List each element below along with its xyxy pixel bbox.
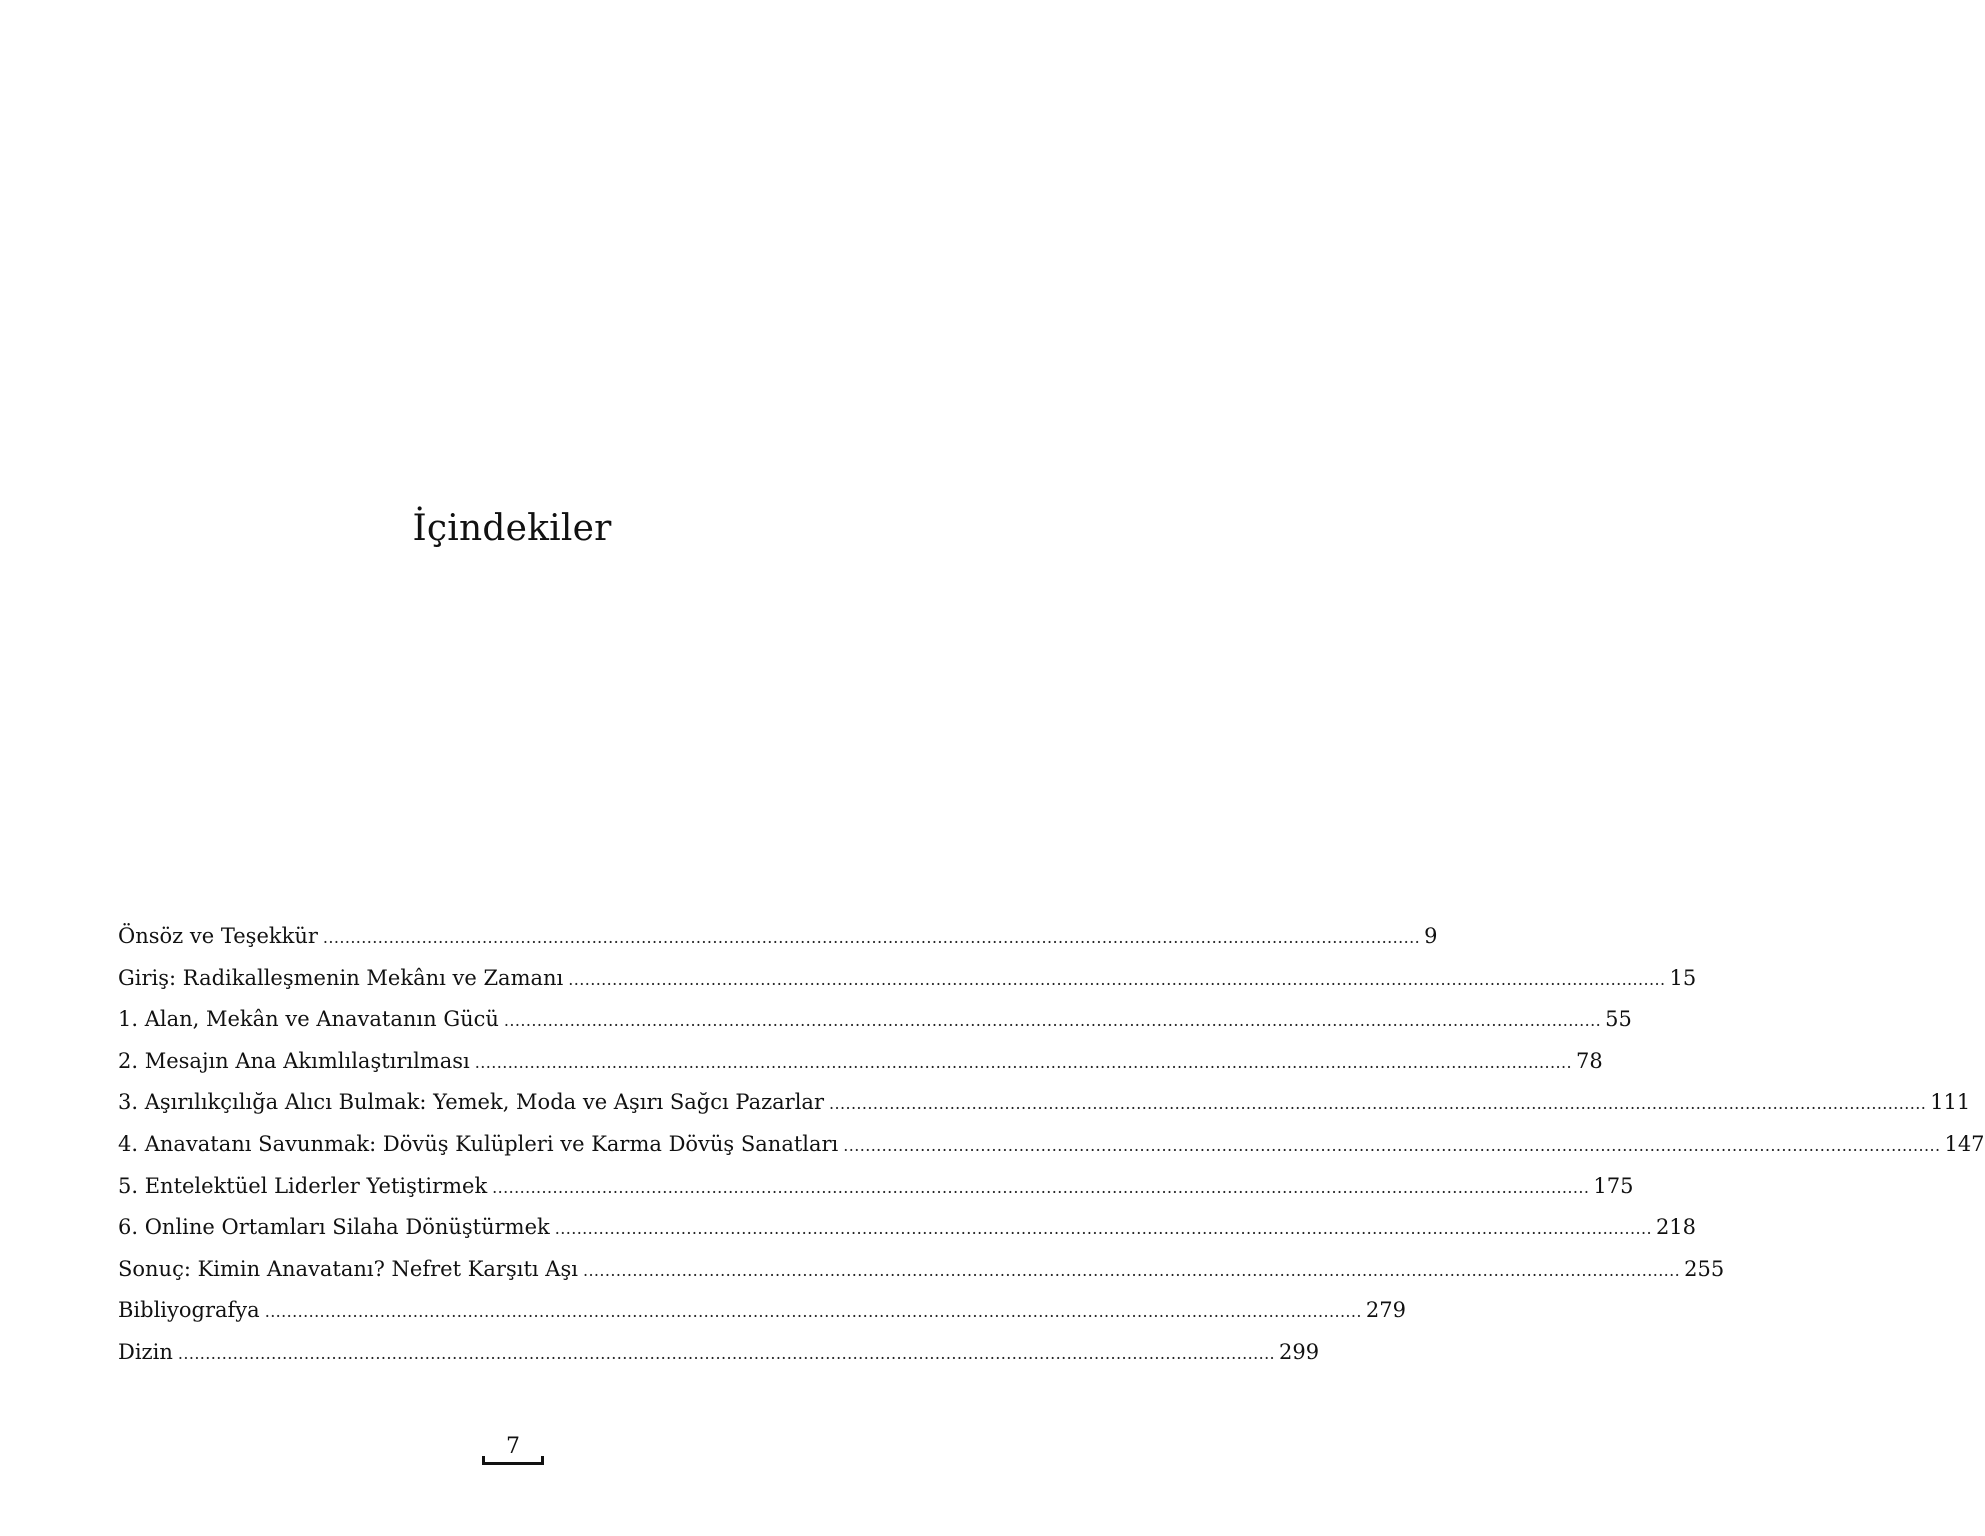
- toc-entry[interactable]: [118, 1332, 1320, 1374]
- toc-entry[interactable]: [118, 1290, 1406, 1332]
- toc-entry[interactable]: [118, 1249, 1725, 1291]
- page-title: İçindekiler: [412, 508, 612, 549]
- dot-leader: ........................................................................................................................................................................................................: [474, 1052, 1572, 1072]
- dot-leader: ........................................................................................................................................................................................................: [843, 1135, 1941, 1155]
- dot-leader: ........................................................................................................................................................................................................: [582, 1260, 1681, 1280]
- toc-entry-title: Giriş: Radikalleşmenin Mekânı ve Zamanı: [118, 965, 564, 990]
- toc-entry-title: 5. Entelektüel Liderler Yetiştirmek: [118, 1173, 488, 1198]
- toc-entry-title: 6. Online Ortamları Silaha Dönüştürmek: [118, 1215, 550, 1240]
- toc-entry-page: 299: [1279, 1339, 1320, 1364]
- toc-entry-title: Dizin: [118, 1339, 173, 1364]
- toc-entry-page: 111: [1930, 1090, 1971, 1115]
- toc-entry[interactable]: [118, 916, 1438, 958]
- toc-entry-title: 1. Alan, Mekân ve Anavatanın Gücü: [118, 1007, 499, 1032]
- toc-entry-page: 15: [1669, 965, 1697, 990]
- toc-entry-page: 279: [1365, 1298, 1406, 1323]
- table-of-contents: [118, 916, 1985, 1374]
- toc-entry-title: 3. Aşırılıkçılığa Alıcı Bulmak: Yemek, Moda ve Aşırı Sağcı Pazarlar: [118, 1090, 824, 1115]
- toc-entry-title: 4. Anavatanı Savunmak: Dövüş Kulüpleri ve Karma Dövüş Sanatları: [118, 1131, 839, 1156]
- toc-entry-page: 255: [1684, 1256, 1725, 1281]
- toc-entry-page: 78: [1575, 1048, 1603, 1073]
- dot-leader: ........................................................................................................................................................................................................: [829, 1094, 1927, 1114]
- toc-entry-page: 55: [1605, 1007, 1632, 1032]
- dot-leader: ........................................................................................................................................................................................................: [503, 1011, 1602, 1031]
- dot-leader: ........................................................................................................................................................................................................: [264, 1302, 1362, 1322]
- toc-entry[interactable]: [118, 1207, 1697, 1249]
- page-number: 7: [482, 1432, 544, 1465]
- dot-leader: ........................................................................................................................................................................................................: [554, 1219, 1652, 1239]
- toc-entry[interactable]: [118, 999, 1632, 1041]
- toc-entry[interactable]: [118, 1082, 1971, 1124]
- dot-leader: ........................................................................................................................................................................................................: [322, 928, 1421, 947]
- dot-leader: ........................................................................................................................................................................................................: [492, 1177, 1590, 1197]
- toc-entry-page: 147: [1944, 1131, 1985, 1156]
- dot-leader: ........................................................................................................................................................................................................: [568, 969, 1666, 989]
- toc-entry-title: 2. Mesajın Ana Akımlılaştırılması: [118, 1048, 470, 1073]
- toc-entry-title: Sonuç: Kimin Anavatanı? Nefret Karşıtı Aşı: [118, 1256, 578, 1281]
- toc-entry[interactable]: [118, 958, 1697, 1000]
- toc-entry-title: Bibliyografya: [118, 1298, 260, 1323]
- toc-entry[interactable]: [118, 1041, 1603, 1083]
- toc-entry[interactable]: [118, 1166, 1634, 1208]
- toc-entry-title: Önsöz ve Teşekkür: [118, 924, 318, 948]
- toc-entry[interactable]: [118, 1124, 1985, 1166]
- toc-entry-page: 9: [1424, 924, 1438, 948]
- toc-entry-page: 175: [1593, 1173, 1634, 1198]
- dot-leader: ........................................................................................................................................................................................................: [177, 1343, 1276, 1363]
- toc-entry-page: 218: [1655, 1215, 1697, 1240]
